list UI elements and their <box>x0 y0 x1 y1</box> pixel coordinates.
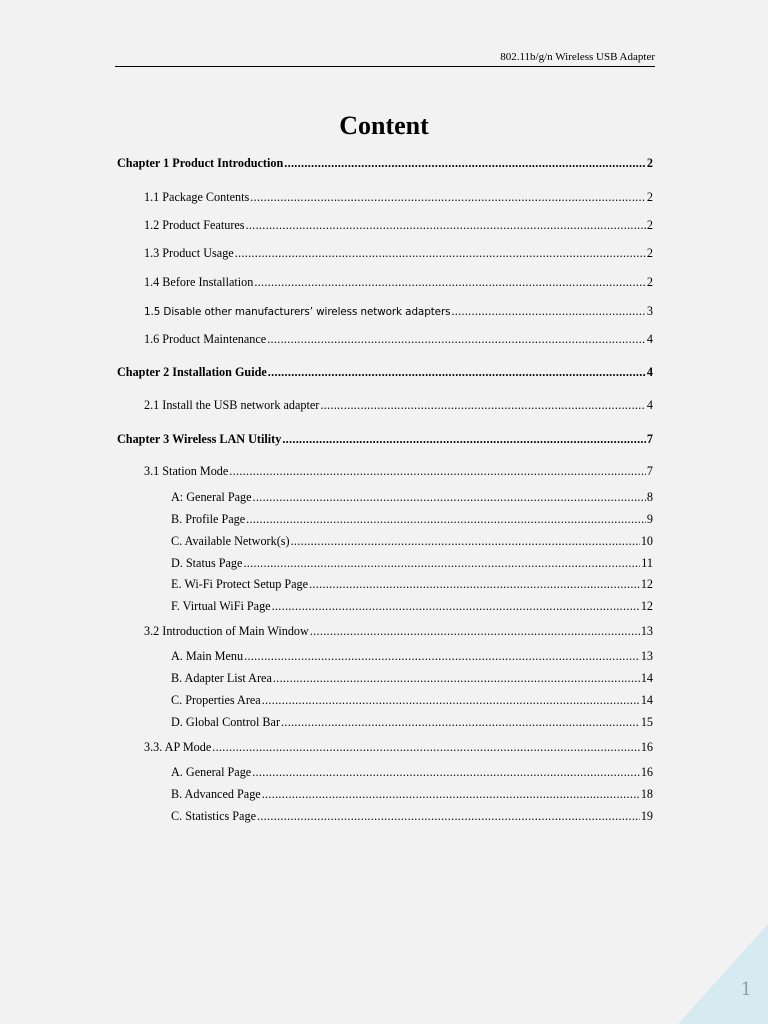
toc-label: Chapter 1 Product Introduction <box>117 156 284 170</box>
toc-label: A. General Page <box>171 765 252 779</box>
toc-leader <box>273 671 640 686</box>
toc-item-global-control-bar[interactable] <box>171 715 653 730</box>
toc-label: Chapter 3 Wireless LAN Utility <box>117 432 282 446</box>
toc-section-1-6[interactable] <box>144 332 653 347</box>
toc-item-properties-area[interactable] <box>171 693 653 708</box>
toc-label: 1.5 Disable other manufacturers’ wireless network adapters <box>144 306 451 318</box>
toc-label: A: General Page <box>171 490 252 504</box>
toc-page: 10 <box>640 534 653 548</box>
toc-section-1-5[interactable] <box>144 304 653 320</box>
toc-page: 13 <box>640 649 653 663</box>
page-number: 1 <box>740 979 752 1000</box>
toc-page: 14 <box>640 693 653 707</box>
toc-label: 1.4 Before Installation <box>144 275 254 289</box>
toc-label: D. Global Control Bar <box>171 715 280 729</box>
toc-leader <box>282 432 646 447</box>
toc-leader <box>253 490 646 505</box>
toc-section-2-1[interactable] <box>144 398 653 413</box>
toc-label: 3.1 Station Mode <box>144 464 229 478</box>
toc-leader <box>262 787 640 802</box>
toc-label: B. Profile Page <box>171 512 246 526</box>
toc-label: D. Status Page <box>171 556 243 570</box>
toc-leader <box>320 398 646 413</box>
toc-leader <box>235 246 646 261</box>
toc-page: 12 <box>640 599 653 613</box>
toc-section-1-4[interactable] <box>144 275 653 290</box>
toc-page: 7 <box>646 464 653 478</box>
toc-section-1-1[interactable] <box>144 190 653 205</box>
toc-item-main-menu[interactable] <box>171 649 653 664</box>
toc-leader <box>254 275 646 290</box>
toc-page: 7 <box>646 432 653 446</box>
toc-page: 4 <box>646 332 653 346</box>
toc-section-1-2[interactable] <box>144 218 653 233</box>
toc-label: F. Virtual WiFi Page <box>171 599 271 613</box>
toc-leader <box>244 649 640 664</box>
toc-label: E. Wi-Fi Protect Setup Page <box>171 577 309 591</box>
toc-page: 2 <box>646 190 653 204</box>
toc-leader <box>284 156 646 171</box>
toc-label: 1.1 Package Contents <box>144 190 250 204</box>
toc-label: 3.3. AP Mode <box>144 740 212 754</box>
toc-page: 13 <box>640 624 653 638</box>
toc-chapter-3[interactable] <box>117 432 653 447</box>
toc-leader <box>212 740 640 755</box>
toc-page: 8 <box>646 490 653 504</box>
toc-label: 3.2 Introduction of Main Window <box>144 624 309 638</box>
toc-section-3-2[interactable] <box>144 624 653 639</box>
toc-page: 15 <box>640 715 653 729</box>
toc-leader <box>250 190 646 205</box>
toc-page: 12 <box>640 577 653 591</box>
toc-label: 1.2 Product Features <box>144 218 245 232</box>
toc-leader <box>252 765 640 780</box>
toc-leader <box>281 715 640 730</box>
toc-leader <box>262 693 640 708</box>
corner-decoration <box>678 924 768 1024</box>
toc-leader <box>272 599 640 614</box>
toc-page: 16 <box>640 765 653 779</box>
toc-item-available-networks[interactable] <box>171 534 653 549</box>
toc-section-3-1[interactable] <box>144 464 653 479</box>
toc-leader <box>451 304 645 319</box>
toc-item-general-page[interactable] <box>171 490 653 505</box>
toc-page: 9 <box>646 512 653 526</box>
toc-item-profile-page[interactable] <box>171 512 653 527</box>
toc-chapter-1[interactable] <box>117 156 653 171</box>
toc-page: 2 <box>646 218 653 232</box>
toc-item-advanced-page[interactable] <box>171 787 653 802</box>
toc-page: 2 <box>646 275 653 289</box>
toc-label: C. Available Network(s) <box>171 534 290 548</box>
toc-page: 14 <box>640 671 653 685</box>
toc-leader <box>246 218 646 233</box>
toc-label: C. Statistics Page <box>171 809 256 823</box>
toc-page: 4 <box>646 365 653 379</box>
toc-label: 1.3 Product Usage <box>144 246 234 260</box>
toc-item-virtual-wifi-page[interactable] <box>171 599 653 614</box>
toc-page: 2 <box>646 246 653 260</box>
toc-page: 18 <box>640 787 653 801</box>
toc-chapter-2[interactable] <box>117 365 653 380</box>
toc-label: C. Properties Area <box>171 693 261 707</box>
toc-item-status-page[interactable] <box>171 556 653 571</box>
page-title: Content <box>339 111 429 140</box>
toc-page: 11 <box>641 556 653 570</box>
toc-page: 16 <box>640 740 653 754</box>
toc-item-statistics-page[interactable] <box>171 809 653 824</box>
toc-page: 4 <box>646 398 653 412</box>
toc-label: B. Adapter List Area <box>171 671 272 685</box>
toc-page: 3 <box>646 304 653 318</box>
toc-leader <box>257 809 640 824</box>
toc-label: 1.6 Product Maintenance <box>144 332 267 346</box>
toc-item-adapter-list-area[interactable] <box>171 671 653 686</box>
toc-leader <box>268 365 646 380</box>
toc-label: 2.1 Install the USB network adapter <box>144 398 320 412</box>
toc-page: 2 <box>646 156 653 170</box>
toc-label: B. Advanced Page <box>171 787 261 801</box>
toc-leader <box>243 556 640 571</box>
toc-leader <box>229 464 646 479</box>
toc-leader <box>310 624 640 639</box>
toc-label: Chapter 2 Installation Guide <box>117 365 267 379</box>
toc-leader <box>291 534 640 549</box>
toc-leader <box>309 577 640 592</box>
toc-section-1-3[interactable] <box>144 246 653 261</box>
toc-label: A. Main Menu <box>171 649 244 663</box>
toc-leader <box>246 512 646 527</box>
toc-leader <box>267 332 646 347</box>
toc-item-wps-page[interactable] <box>171 577 653 592</box>
toc-page: 19 <box>640 809 653 823</box>
toc-section-3-3[interactable] <box>144 740 653 755</box>
running-header: 802.11b/g/n Wireless USB Adapter <box>500 51 655 63</box>
toc-item-ap-general-page[interactable] <box>171 765 653 780</box>
